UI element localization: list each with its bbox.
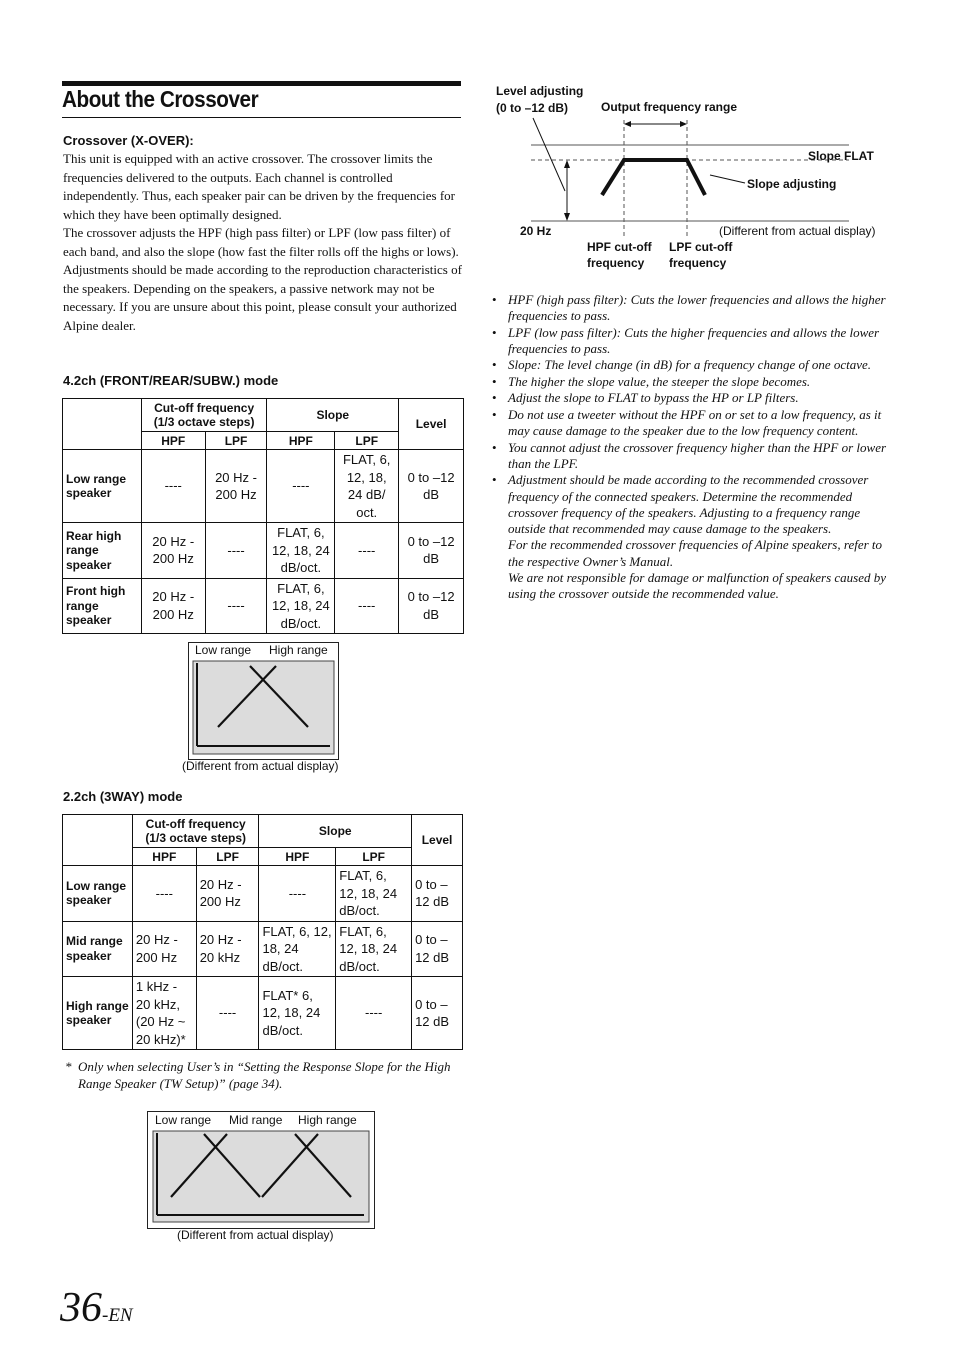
low-range-label: Low range: [155, 1113, 212, 1127]
table2: [62, 814, 463, 1050]
low-range-label: Low range: [195, 643, 252, 657]
table-row: [63, 866, 463, 922]
notes-list: [492, 292, 892, 602]
header-hpf: HPF: [259, 848, 336, 866]
table-corner: [63, 815, 133, 866]
header-slope: Slope: [267, 399, 399, 432]
list-item: • You cannot adjust the crossover frequency higher than the HPF or lower than the LPF.: [492, 440, 892, 472]
cell: ----: [141, 450, 205, 523]
intro-paragraph: The crossover adjusts the HPF (high pass filter) or LPF (low pass filter) of each band, and also the slope (how fast the filter rolls off the highs or lows).: [63, 225, 459, 259]
list-item-continued: We are not responsible for damage or malfunction of speakers caused by using the crossover outside the recommended value.: [508, 569, 887, 602]
diagram-caption: (Different from actual display): [177, 1228, 334, 1242]
row-label: Mid range speaker: [63, 921, 133, 977]
crossover-diagram-3way: [147, 1111, 375, 1229]
diagram-caption: (Different from actual display): [182, 759, 339, 773]
cell: 1 kHz - 20 kHz, (20 Hz ~ 20 kHz)*: [132, 977, 196, 1050]
list-item: • Adjust the slope to FLAT to bypass the HP or LP filters.: [492, 390, 892, 406]
cell: 0 to –12 dB: [399, 523, 464, 579]
list-item: • Do not use a tweeter without the HPF on or set to a low frequency, as it may cause damage to the speaker due to the low frequency content.: [492, 407, 892, 439]
crossover-diagram-2way: [188, 642, 339, 760]
cell: ----: [205, 523, 267, 579]
page-number: [60, 1283, 133, 1341]
crossover-lines-graphic: [188, 642, 339, 760]
intro-text: [63, 150, 463, 335]
cell: FLAT, 6, 12, 18, 24 dB/oct.: [336, 921, 412, 977]
section-heading: Crossover (X-OVER):: [63, 133, 194, 148]
cell: ----: [259, 866, 336, 922]
high-range-label: High range: [269, 643, 328, 657]
header-hpf: HPF: [141, 432, 205, 450]
cell: 20 Hz - 200 Hz: [141, 578, 205, 634]
cell: ----: [336, 977, 412, 1050]
cell: FLAT, 6, 12, 18, 24 dB/oct.: [267, 523, 335, 579]
header-lpf: LPF: [196, 848, 259, 866]
frequency-response-diagram: [520, 100, 860, 240]
header-level: Level: [412, 815, 463, 866]
list-item: • Adjustment should be made according to the recommended crossover frequency of the connected speakers. Determine the recommended crossover frequency of the speakers. Adjusting to a frequency range outside that recommended may cause damage to the speakers.: [492, 472, 892, 537]
cell: ----: [335, 523, 399, 579]
high-range-label: High range: [298, 1113, 357, 1127]
table2-heading: 2.2ch (3WAY) mode: [63, 789, 183, 804]
table-row: [63, 578, 464, 634]
cell: 0 to –12 dB: [412, 921, 463, 977]
hpf-frequency-label: frequency: [587, 256, 645, 270]
cell: FLAT, 6, 12, 18, 24 dB/ oct.: [335, 450, 399, 523]
table-row: [63, 450, 464, 523]
page-number-suffix: -EN: [102, 1305, 133, 1326]
header-lpf: LPF: [336, 848, 412, 866]
level-adjusting-label: Level adjusting: [496, 84, 584, 98]
list-item: • LPF (low pass filter): Cuts the higher frequencies and allows the lower frequencies to pass.: [492, 325, 892, 357]
cell: FLAT, 6, 12, 18, 24 dB/oct.: [267, 578, 335, 634]
header-level: Level: [399, 399, 464, 450]
slope-adjusting-label: Slope adjusting: [747, 177, 837, 191]
list-item: • HPF (high pass filter): Cuts the lower frequencies and allows the higher frequencies to pass.: [492, 292, 892, 324]
cell: 20 Hz - 200 Hz: [132, 921, 196, 977]
row-label: Low range speaker: [63, 866, 133, 922]
row-label: Low range speaker: [63, 450, 142, 523]
header-lpf: LPF: [335, 432, 399, 450]
table-row: [63, 977, 463, 1050]
row-label: Rear high range speaker: [63, 523, 142, 579]
list-item: • The higher the slope value, the steeper the slope becomes.: [492, 374, 892, 390]
header-cutoff: Cut-off frequency (1/3 octave steps): [141, 399, 267, 432]
footnote: [62, 1058, 462, 1092]
cell: 0 to –12 dB: [399, 450, 464, 523]
row-label: Front high range speaker: [63, 578, 142, 634]
cell: 20 Hz - 200 Hz: [196, 866, 259, 922]
row-label: High range speaker: [63, 977, 133, 1050]
mid-range-label: Mid range: [229, 1113, 283, 1127]
table-row: [63, 921, 463, 977]
lpf-frequency-label: frequency: [669, 256, 727, 270]
title-rule: [62, 117, 461, 118]
cell: 20 Hz - 20 kHz: [196, 921, 259, 977]
header-slope: Slope: [259, 815, 412, 848]
lpf-cutoff-label: LPF cut-off: [669, 240, 733, 254]
page-number-value: 36: [60, 1285, 102, 1331]
intro-paragraph: Adjustments should be made according to the reproduction characteristics of the speakers. Depending on the speakers, a passive network may not be necessary. If you are unsure about this point, please consult your authorized Alpine dealer.: [63, 262, 462, 333]
hpf-cutoff-label: HPF cut-off: [587, 240, 652, 254]
diagram-note: (Different from actual display): [719, 224, 876, 238]
cell: 0 to –12 dB: [412, 977, 463, 1050]
cell: ----: [335, 578, 399, 634]
cell: FLAT, 6, 12, 18, 24 dB/oct.: [336, 866, 412, 922]
footnote-text: Only when selecting User’s in “Setting the Response Slope for the High Range Speaker (TW Setup)” (page 34).: [78, 1059, 451, 1091]
cell: 0 to –12 dB: [412, 866, 463, 922]
list-item: • Slope: The level change (in dB) for a frequency change of one octave.: [492, 357, 892, 373]
header-hpf: HPF: [132, 848, 196, 866]
cell: ----: [267, 450, 335, 523]
cell: ----: [196, 977, 259, 1050]
header-lpf: LPF: [205, 432, 267, 450]
table1: [62, 398, 464, 634]
table1-heading: 4.2ch (FRONT/REAR/SUBW.) mode: [63, 373, 279, 388]
cell: 0 to –12 dB: [399, 578, 464, 634]
intro-paragraph: This unit is equipped with an active crossover. The crossover limits the frequencies delivered to the outputs. Each channel is controlled independently. Thus, each speaker pair can be driven by the frequencies for which they have been optimally designed.: [63, 151, 456, 222]
footnote-mark: *: [65, 1059, 72, 1074]
page-title: About the Crossover: [62, 86, 259, 112]
list-item-continued: For the recommended crossover frequencies of Alpine speakers, refer to the respective Owner’s Manual.: [508, 537, 883, 569]
cell: ----: [132, 866, 196, 922]
crossover-lines-graphic: [147, 1111, 375, 1229]
cell: FLAT* 6, 12, 18, 24 dB/oct.: [259, 977, 336, 1050]
header-hpf: HPF: [267, 432, 335, 450]
output-range-label: Output frequency range: [601, 100, 738, 114]
cell: ----: [205, 578, 267, 634]
table-corner: [63, 399, 142, 450]
cell: 20 Hz - 200 Hz: [141, 523, 205, 579]
slope-flat-label: Slope FLAT: [808, 149, 874, 163]
header-cutoff: Cut-off frequency (1/3 octave steps): [132, 815, 259, 848]
cell: 20 Hz - 200 Hz: [205, 450, 267, 523]
table-row: [63, 523, 464, 579]
level-range-label: (0 to –12 dB): [496, 101, 569, 115]
cell: FLAT, 6, 12, 18, 24 dB/oct.: [259, 921, 336, 977]
hz20-label: 20 Hz: [520, 224, 552, 238]
